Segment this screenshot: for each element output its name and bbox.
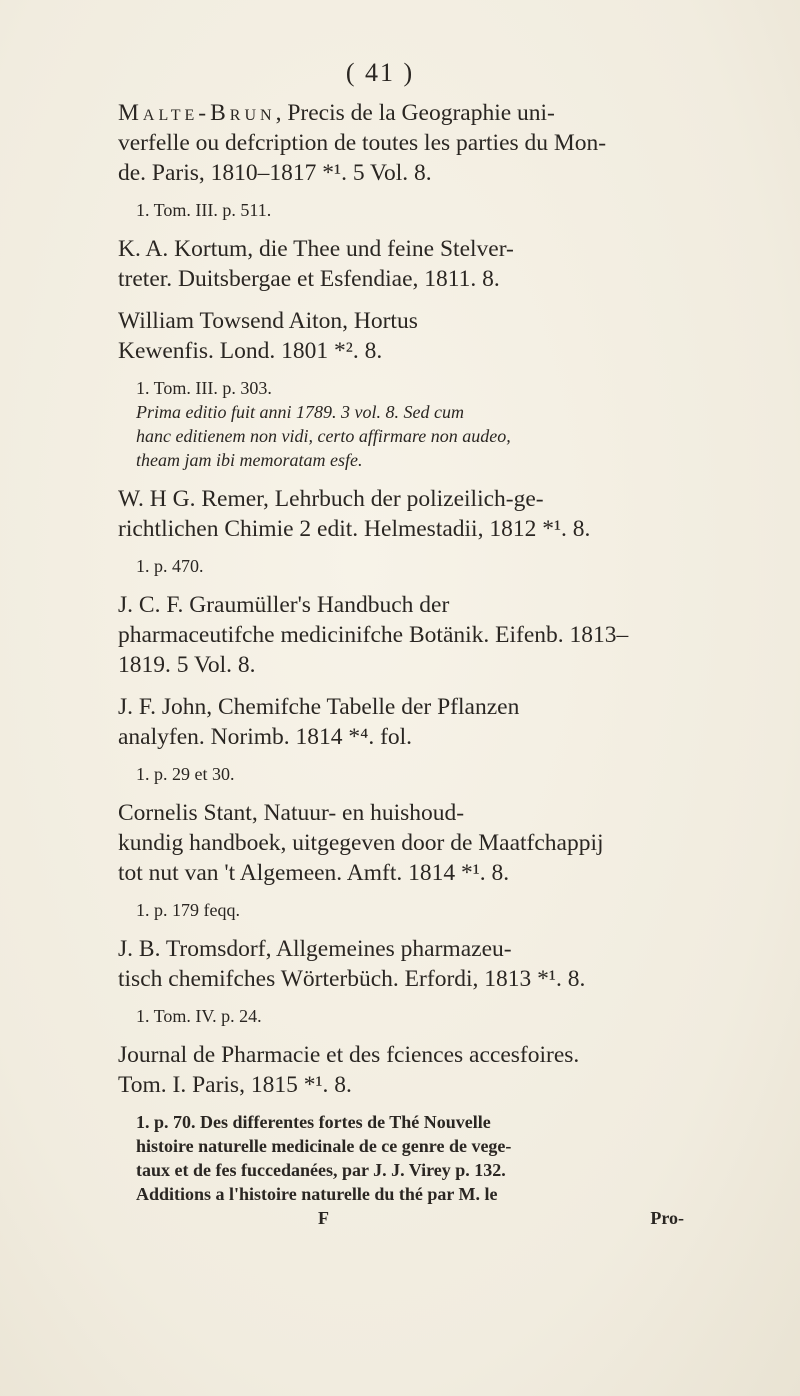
bibliography-list [118, 98, 690, 1230]
entry-graumuller [118, 590, 690, 680]
signature-mark: F [318, 1208, 329, 1228]
entry-line: K. A. Kortum, die Thee und feine Stelver- [118, 236, 514, 262]
entry-author: Malte-Brun [118, 100, 276, 126]
entry-line: pharmaceutifche medicinifche Botänik. Eifenb. 1813– [118, 622, 629, 648]
entry-note: 1. p. 179 feqq. [136, 900, 240, 920]
entry-tromsdorf [118, 934, 690, 994]
entry-line: J. B. Tromsdorf, Allgemeines pharmazeu- [118, 936, 512, 962]
entry-note: Prima editio fuit anni 1789. 3 vol. 8. Sed cum [136, 402, 464, 422]
entry-note: theam jam ibi memoratam esfe. [136, 450, 363, 470]
entry-note: 1. p. 29 et 30. [136, 764, 235, 784]
entry-note: hanc editienem non vidi, certo affirmare non audeo, [136, 426, 511, 446]
entry-line: Kewenfis. Lond. 1801 *². 8. [118, 338, 383, 364]
entry-journal-pharmacie [118, 1040, 690, 1100]
entry-line: Journal de Pharmacie et des fciences accesfoires. [118, 1042, 580, 1068]
entry-line: W. H G. Remer, Lehrbuch der polizeilich-ge- [118, 486, 544, 512]
entry-note: 1. Tom. III. p. 511. [136, 200, 272, 220]
entry-line: 1819. 5 Vol. 8. [118, 652, 256, 678]
page-footer [118, 1206, 690, 1230]
entry-kortum [118, 234, 690, 294]
entry-line: William Towsend Aiton, Hortus [118, 308, 418, 334]
entry-line: , Precis de la Geographie uni- [275, 100, 555, 126]
entry-line: verfelle ou defcription de toutes les parties du Mon- [118, 130, 607, 156]
entry-line: Tom. I. Paris, 1815 *¹. 8. [118, 1072, 352, 1098]
entry-line: kundig handboek, uitgegeven door de Maatfchappij [118, 830, 604, 856]
entry-note: 1. Tom. IV. p. 24. [136, 1006, 262, 1026]
entry-line: analyfen. Norimb. 1814 *⁴. fol. [118, 724, 413, 750]
entry-malte-brun [118, 98, 690, 188]
entry-aiton [118, 306, 690, 366]
entry-line: J. F. John, Chemifche Tabelle der Pflanzen [118, 694, 520, 720]
entry-note: 1. p. 70. Des differentes fortes de Thé Nouvelle [136, 1112, 491, 1132]
page-number: ( 41 ) [345, 58, 415, 87]
entry-line: treter. Duitsbergae et Esfendiae, 1811. 8. [118, 266, 500, 292]
entry-line: tisch chemifches Wörterbüch. Erfordi, 1813 *¹. 8. [118, 966, 586, 992]
entry-line: Cornelis Stant, Natuur- en huishoud- [118, 800, 465, 826]
entry-note: 1. p. 470. [136, 556, 204, 576]
entry-note: 1. Tom. III. p. 303. [136, 378, 272, 398]
entry-line: tot nut van 't Algemeen. Amft. 1814 *¹. 8. [118, 860, 510, 886]
entry-note: taux et de fes fuccedanées, par J. J. Virey p. 132. [136, 1160, 506, 1180]
entry-note: Additions a l'histoire naturelle du thé par M. le [136, 1184, 498, 1204]
entry-line: J. C. F. Graumüller's Handbuch der [118, 592, 450, 618]
entry-stant [118, 798, 690, 888]
entry-remer [118, 484, 690, 544]
entry-note: histoire naturelle medicinale de ce genre de vege- [136, 1136, 512, 1156]
catchword: Pro- [650, 1208, 684, 1228]
entry-line: de. Paris, 1810–1817 *¹. 5 Vol. 8. [118, 160, 432, 186]
entry-line: richtlichen Chimie 2 edit. Helmestadii, 1812 *¹. 8. [118, 516, 591, 542]
entry-john [118, 692, 690, 752]
